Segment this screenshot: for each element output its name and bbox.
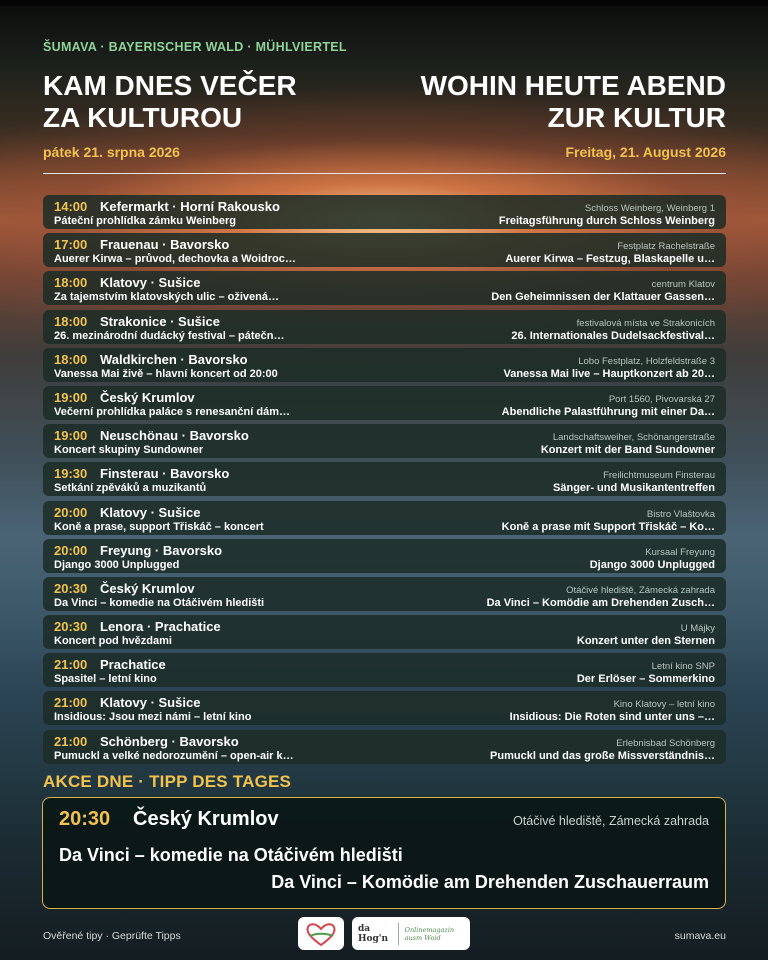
event-time: 20:30 [54, 580, 88, 596]
event-row[interactable] [43, 539, 726, 573]
event-place: Strakonice · Sušice [100, 313, 220, 329]
event-venue: Letní kino SNP [651, 661, 715, 673]
title-cz: KAM DNES VEČER ZA KULTUROU [43, 70, 297, 133]
event-title-de: Den Geheimnissen der Klattauer Gassen… [491, 291, 715, 304]
event-venue: Kino Klatovy – letní kino [613, 699, 715, 711]
event-time: 21:00 [54, 695, 88, 711]
event-title-de: Koně a prase mit Support Třiskáč – Ko… [501, 520, 715, 533]
regions-label: ŠUMAVA · BAYERISCHER WALD · MÜHLVIERTEL [43, 40, 347, 54]
event-title-cz: Vanessa Mai živě – hlavní koncert od 20:00 [54, 367, 278, 380]
event-title-de: Pumuckl und das große Missverständnis… [490, 749, 715, 762]
event-time: 18:00 [54, 313, 88, 329]
event-title-de: Konzert unter den Sternen [576, 635, 715, 648]
event-place: Klatovy · Sušice [100, 275, 201, 291]
tip-title-cz: Da Vinci – komedie na Otáčivém hledišti [59, 845, 403, 865]
event-venue: Freilichtmuseum Finsterau [603, 470, 715, 482]
tip-title-de: Da Vinci – Komödie am Drehenden Zuschauerraum [271, 872, 709, 892]
event-title-cz: Páteční prohlídka zámku Weinberg [54, 215, 236, 227]
tip-venue: Otáčivé hlediště, Zámecká zahrada [513, 814, 709, 828]
event-time: 21:00 [54, 657, 88, 673]
event-time: 21:00 [54, 733, 88, 749]
event-list [43, 195, 726, 768]
event-venue: Bistro Vlaštovka [646, 508, 715, 520]
heart-logo[interactable] [298, 917, 344, 950]
logo-separator [398, 923, 399, 945]
event-time: 18:00 [54, 351, 88, 367]
tip-of-the-day[interactable] [42, 797, 726, 909]
event-title-de: Auerer Kirwa – Festzug, Blaskapelle u… [505, 253, 715, 266]
event-title-de: Abendliche Palastführung mit einer Da… [501, 405, 715, 418]
event-title-cz: Za tajemstvím klatovských ulic – oživená… [54, 291, 279, 304]
event-row[interactable] [43, 195, 726, 229]
event-venue: Landschaftsweiher, Schönangerstraße [552, 432, 715, 444]
heart-logo-icon [304, 921, 338, 947]
event-time: 19:30 [54, 466, 88, 482]
event-place: Frauenau · Bavorsko [100, 237, 230, 253]
event-venue: Otáčivé hlediště, Zámecká zahrada [566, 584, 715, 596]
event-row[interactable] [43, 310, 726, 344]
titles [43, 70, 726, 134]
date-cz: pátek 21. srpna 2026 [43, 144, 180, 160]
event-title-de: Django 3000 Unplugged [589, 558, 715, 571]
event-place: Český Krumlov [100, 580, 195, 596]
event-time: 14:00 [54, 199, 88, 214]
event-venue: Lobo Festplatz, Holzfeldstraße 3 [578, 355, 715, 367]
event-title-cz: Koncert pod hvězdami [54, 635, 172, 648]
event-place: Klatovy · Sušice [100, 504, 201, 520]
event-row[interactable] [43, 691, 726, 725]
tip-heading: AKCE DNE · TIPP DES TAGES [43, 772, 292, 791]
event-venue: Port 1560, Pivovarská 27 [608, 393, 715, 405]
event-time: 19:00 [54, 389, 88, 405]
tip-place: Český Krumlov [133, 808, 279, 830]
top-bar [0, 0, 768, 6]
event-place: Freyung · Bavorsko [100, 542, 223, 558]
event-venue: Festplatz Rachelstraße [617, 241, 715, 253]
event-row[interactable] [43, 271, 726, 305]
event-row[interactable] [43, 386, 726, 420]
event-time: 18:00 [54, 275, 88, 291]
event-time: 19:00 [54, 428, 88, 444]
dahogn-tagline: Onlinemagazin ausm Woid [404, 925, 455, 942]
event-time: 20:00 [54, 504, 88, 520]
event-place: Lenora · Prachatice [100, 619, 221, 635]
footer-tagline: Ověřené tipy · Geprüfte Tipps [43, 930, 181, 942]
dahogn-brand: da Hog'n [358, 923, 389, 944]
event-title-de: Insidious: Die Roten sind unter uns –… [509, 711, 715, 724]
event-place: Klatovy · Sušice [100, 695, 201, 711]
event-row[interactable] [43, 501, 726, 535]
event-title-cz: Auerer Kirwa – průvod, dechovka a Woidroc… [54, 253, 296, 266]
event-place: Finsterau · Bavorsko [100, 466, 230, 482]
dahogn-logo[interactable] [352, 917, 470, 950]
event-row[interactable] [43, 730, 726, 764]
event-place: Neuschönau · Bavorsko [100, 428, 249, 444]
event-title-cz: Spasitel – letní kino [54, 673, 157, 686]
event-place: Schönberg · Bavorsko [100, 733, 239, 749]
event-venue: Kursaal Freyung [645, 546, 715, 558]
event-row[interactable] [43, 424, 726, 458]
event-title-cz: Da Vinci – komedie na Otáčivém hledišti [54, 596, 265, 609]
event-title-de: Sänger- und Musikantentreffen [553, 482, 715, 495]
event-venue: U Májky [680, 623, 715, 635]
event-title-de: Freitagsführung durch Schloss Weinberg [498, 215, 715, 227]
date-de: Freitag, 21. August 2026 [565, 144, 726, 160]
event-title-cz: Setkání zpěváků a muzikantů [54, 482, 207, 495]
event-row[interactable] [43, 653, 726, 687]
event-row[interactable] [43, 577, 726, 611]
event-row[interactable] [43, 348, 726, 382]
tip-time: 20:30 [59, 808, 111, 830]
dates [43, 144, 726, 160]
event-title-de: Da Vinci – Komödie am Drehenden Zusch… [486, 596, 715, 609]
event-row[interactable] [43, 615, 726, 649]
title-de: WOHIN HEUTE ABEND ZUR KULTUR [420, 70, 726, 133]
event-row[interactable] [43, 462, 726, 496]
event-venue: centrum Klatov [651, 279, 715, 291]
event-title-cz: Koně a prase, support Třiskáč – koncert [54, 520, 264, 533]
event-title-cz: Koncert skupiny Sundowner [54, 444, 204, 457]
event-title-cz: 26. mezinárodní dudácký festival – pátečn… [54, 329, 285, 342]
event-time: 17:00 [54, 237, 88, 253]
event-place: Prachatice [100, 657, 166, 673]
event-title-de: Vanessa Mai live – Hauptkonzert ab 20… [503, 367, 715, 380]
event-title-cz: Pumuckl a velké nedorozumění – open-air k… [54, 749, 294, 762]
event-place: Kefermarkt · Horní Rakousko [100, 199, 280, 214]
event-title-cz: Django 3000 Unplugged [54, 558, 180, 571]
event-title-cz: Insidious: Jsou mezi námi – letní kino [54, 711, 252, 724]
event-title-de: Der Erlöser – Sommerkino [576, 673, 715, 686]
event-title-cz: Večerní prohlídka paláce s renesanční dám… [54, 405, 290, 418]
event-place: Český Krumlov [100, 389, 195, 405]
event-time: 20:30 [54, 619, 88, 635]
event-row[interactable] [43, 233, 726, 267]
event-title-de: 26. Internationales Dudelsackfestival… [511, 329, 715, 342]
event-title-de: Konzert mit der Band Sundowner [540, 444, 715, 457]
event-venue: festivalová místa ve Strakonicích [576, 317, 715, 329]
header-divider [43, 173, 726, 174]
event-venue: Erlebnisbad Schönberg [616, 737, 715, 749]
header [43, 40, 726, 160]
event-venue: Schloss Weinberg, Weinberg 1 [584, 203, 715, 214]
footer-website-link[interactable]: sumava.eu [674, 930, 726, 942]
event-place: Waldkirchen · Bavorsko [100, 351, 248, 367]
event-time: 20:00 [54, 542, 88, 558]
